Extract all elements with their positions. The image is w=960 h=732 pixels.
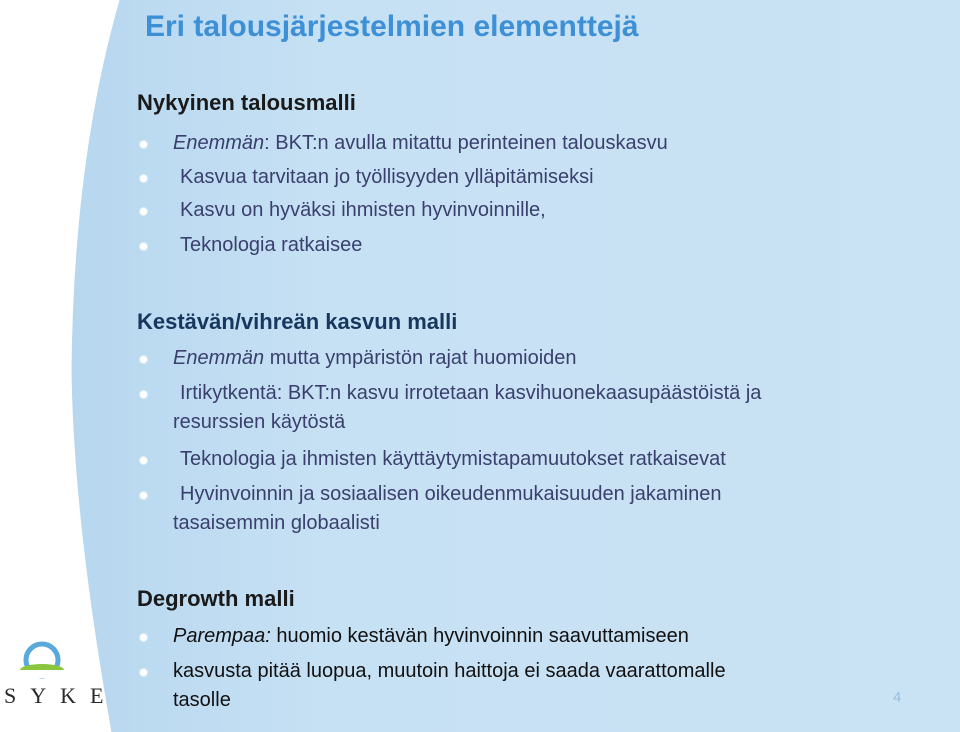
- list-item: Enemmän: BKT:n avulla mitattu perinteinen talouskasvu: [173, 132, 668, 154]
- list-item-continuation: tasaisemmin globaalisti: [173, 512, 380, 534]
- list-item: Enemmän mutta ympäristön rajat huomioiden: [173, 347, 577, 369]
- list-item: Teknologia ja ihmisten käyttäytymistapamuutokset ratkaisevat: [180, 448, 726, 470]
- bullet-icon: [139, 668, 148, 677]
- bullet-icon: [139, 633, 148, 642]
- list-item-continuation: tasolle: [173, 689, 231, 711]
- list-item: Hyvinvoinnin ja sosiaalisen oikeudenmukaisuuden jakaminen: [180, 483, 722, 505]
- logo-text: SYKE: [4, 683, 118, 708]
- bullet-icon: [139, 207, 148, 216]
- page-number: 4: [893, 689, 902, 706]
- list-item: Irtikytkentä: BKT:n kasvu irrotetaan kasvihuonekaasupäästöistä ja: [180, 382, 762, 404]
- bullet-icon: [139, 355, 148, 364]
- list-item: kasvusta pitää luopua, muutoin haittoja ei saada vaarattomalle: [173, 660, 726, 682]
- bullet-icon: [139, 140, 148, 149]
- bullet-icon: [139, 174, 148, 183]
- list-item-continuation: resurssien käytöstä: [173, 411, 346, 433]
- section-heading-degrowth: Degrowth malli: [137, 586, 295, 611]
- bullet-icon: [139, 456, 148, 465]
- bullet-icon: [139, 491, 148, 500]
- list-item: Kasvua tarvitaan jo työllisyyden ylläpitämiseksi: [180, 166, 594, 188]
- list-item: Teknologia ratkaisee: [180, 234, 363, 256]
- slide-title: Eri talousjärjestelmien elementtejä: [145, 10, 639, 43]
- section-heading-nykyinen: Nykyinen talousmalli: [137, 90, 356, 115]
- list-item: Kasvu on hyväksi ihmisten hyvinvoinnille,: [180, 199, 546, 221]
- list-item: Parempaa: huomio kestävän hyvinvoinnin saavuttamiseen: [173, 625, 689, 647]
- bullet-icon: [139, 242, 148, 251]
- bullet-icon: [139, 390, 148, 399]
- section-heading-kestava: Kestävän/vihreän kasvun malli: [137, 309, 458, 334]
